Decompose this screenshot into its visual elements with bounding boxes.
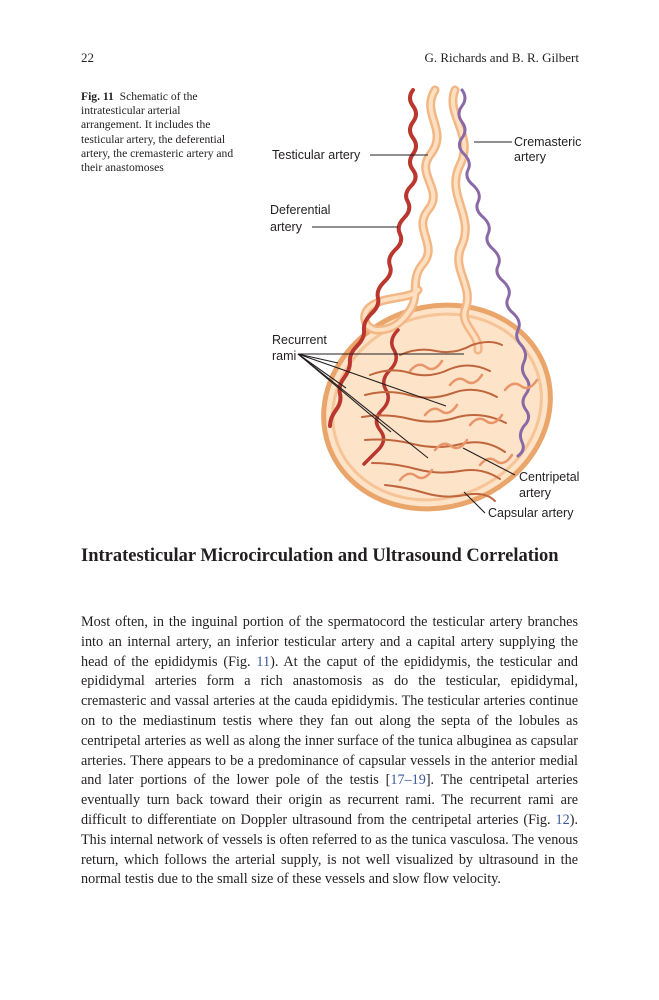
figure-caption (81, 90, 241, 175)
label-cremasteric-2: artery (514, 150, 546, 164)
body-text-part: Most often, in the inguinal portion of the spermatocord the testicular artery branches into an internal artery, an inferior testicular artery and a capital artery supplying the head of the epididymis (Fig. (81, 614, 578, 670)
artery-schematic-figure (250, 85, 595, 530)
body-text-part: ). At the caput of the epididymis, the testicular and epididymal arteries form a rich anastomosis as do the testicular, epididymal, cremasteric and vassal arteries at the cauda epididymis. The testicular arteries continue on to the mediastinum testis where they fan out along the septa of the lobules as centripetal arteries as well as along the inner surface of the tunica albuginea as capsular arteries. There appears to be a predominance of capsular vessels in the anterior medial and later portions of the lower pole of the testis [ (81, 653, 578, 789)
label-deferential-2: artery (270, 220, 302, 234)
label-centripetal-2: artery (519, 486, 551, 500)
label-testicular-artery: Testicular artery (272, 148, 361, 162)
body-text-part: ]. The centripetal arteries eventually turn back toward their origin as recurrent rami. The recurrent rami are difficult to differentiate on Doppler ultrasound from the centripetal arteries (Fig. (81, 772, 578, 828)
label-recurrent-1: Recurrent (272, 333, 327, 347)
body-text-part: ). This internal network of vessels is often referred to as the tunica vasculosa. The venous return, which follows the arterial supply, is not well visualized by ultrasound in the normal testis due to the small size of these vessels and slow flow velocity. (81, 811, 578, 888)
figure-ref-link[interactable]: 11 (256, 653, 271, 670)
label-cremasteric-1: Cremasteric (514, 135, 582, 149)
label-capsular-artery: Capsular artery (488, 506, 574, 520)
figure-ref-link[interactable]: 12 (555, 811, 570, 828)
artery-schematic-svg (250, 85, 595, 530)
running-head: G. Richards and B. R. Gilbert (424, 50, 579, 65)
section-heading: Intratesticular Microcirculation and Ultrasound Correlation (81, 546, 559, 566)
label-deferential-1: Deferential (270, 203, 331, 217)
label-centripetal-1: Centripetal (519, 470, 580, 484)
figure-caption-label: Fig. 11 (81, 90, 114, 103)
page-number: 22 (81, 50, 94, 65)
body-paragraph (81, 613, 578, 890)
citation-ref-link[interactable]: 17–19 (390, 772, 426, 789)
figure-caption-text: Schematic of the intratesticular arterial arrangement. It includes the testicular artery, the deferential artery, the cremasteric artery and their anastomoses (81, 90, 234, 175)
label-recurrent-2: rami (272, 349, 297, 363)
